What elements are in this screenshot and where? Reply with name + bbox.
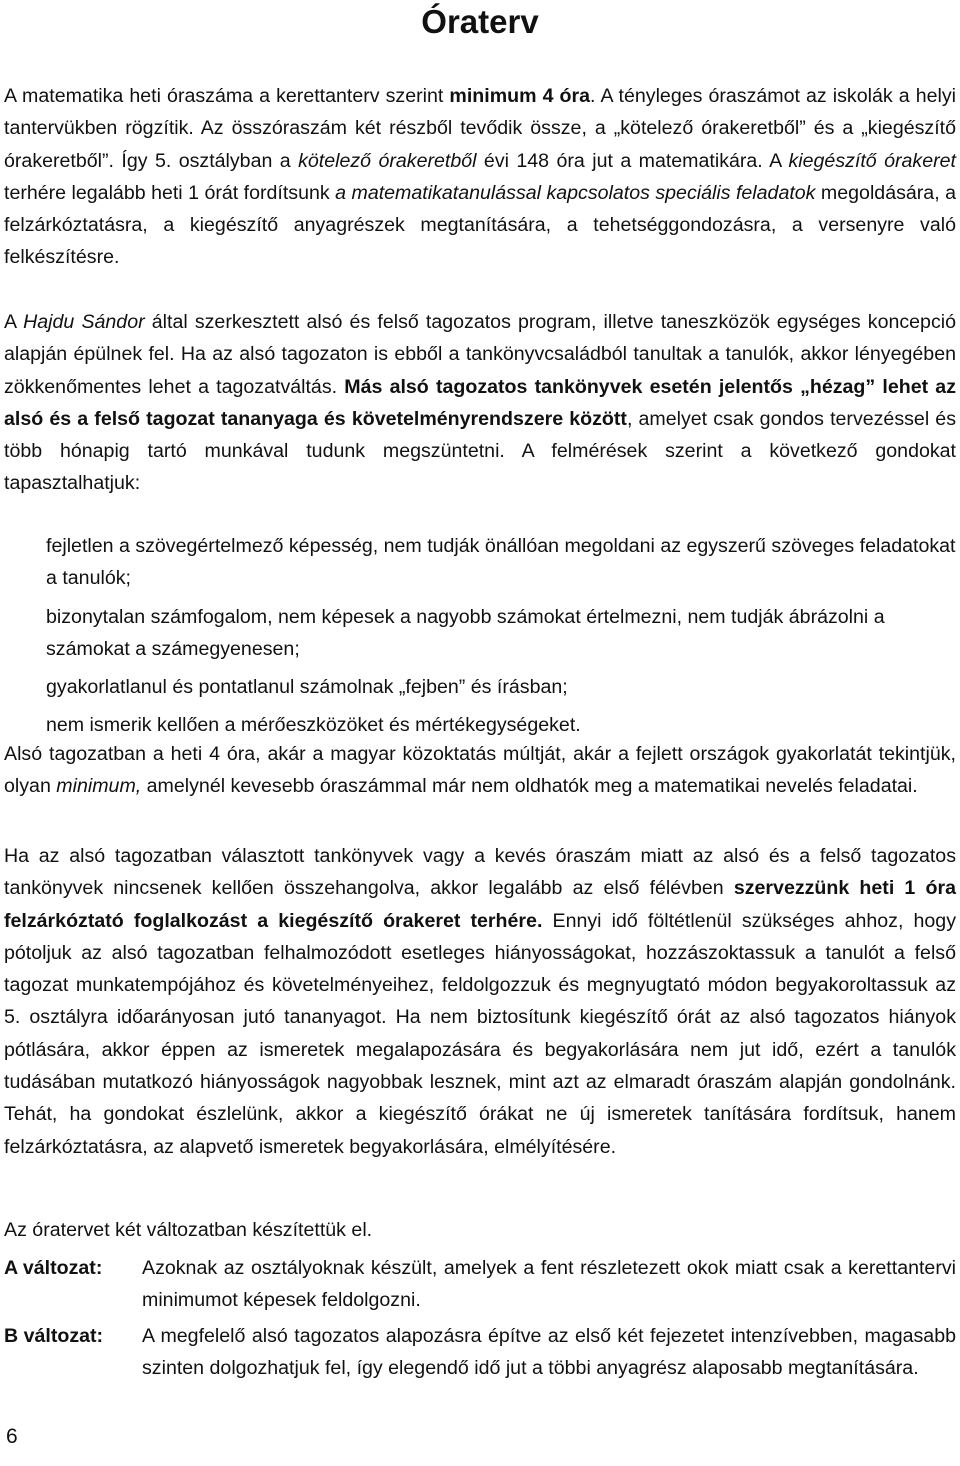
page-number: 6 bbox=[6, 1425, 18, 1448]
problem-list bbox=[46, 530, 956, 748]
page-title: Óraterv bbox=[421, 3, 539, 40]
variant-a-text: Azoknak az osztályoknak készült, amelyek a fent részletezett okok miatt csak a kerettantervi minimumot képesek feldolgozni. bbox=[142, 1257, 956, 1312]
list-item: fejletlen a szövegértelmező képesség, nem tudják önállóan megoldani az egyszerű szöveges feladatokat a tanulók; bbox=[46, 535, 956, 590]
variant-b-text: A megfelelő alsó tagozatos alapozásra építve az első két fejezetet intenzívebben, magasabb szinten dolgozhatjuk fel, így elegendő idő jut a többi anyagrész alaposabb megtanítására. bbox=[142, 1325, 956, 1380]
program-paragraph: A Hajdu Sándor által szerkesztett alsó és felső tagozatos program, illetve taneszközök egységes koncepció alapján épülnek fel. Ha az alsó tagozaton is ebből a tankönyvcsaládból tanultak a tanulók, akkor lényegében zökkenőmentes lehet a tagozatváltás. Más alsó tagozatos tankönyvek esetén jelentős „hézag” lehet az alsó és a felső tagozat tananyaga és követelményrendszere között, amelyet csak gondos tervezéssel és több hónapig tartó munkával tudunk megszüntetni. A felmérések szerint a következő gondokat tapasztalhatjuk: bbox=[4, 311, 957, 495]
catch-up-paragraph: Ha az alsó tagozatban választott tankönyvek vagy a kevés óraszám miatt az alsó és a felső tagozatos tankönyvek nincsenek kellően összehangolva, akkor legalább az első félévben szervezzünk heti 1 óra felzárkóztató foglalkozást a kiegészítő órakeret terhére. Ennyi idő föltétlenül szükséges ahhoz, hogy pótoljuk az alsó tagozatban felhalmozódott esetleges hiányosságokat, hozzászoktassuk a tanulót a felső tagozat munkatempójához és követelményeihez, feldolgozzuk és megnyugtató módon begyakoroltassuk az 5. osztályra időarányosan jutó tananyagot. Ha nem biztosítunk kiegészítő órát az alsó tagozatos hiányok pótlására, akkor éppen az ismeretek megalapozására és begyakorlására nem jut idő, ezért a tanulók tudásában mutatkozó hiányosságok nagyobbak lesznek, mint azt az elmaradt óraszám alapján gondolnánk. Tehát, ha gondokat észlelünk, akkor a kiegészítő órákat ne új ismeretek tanítására fordítsuk, hanem felzárkóztatásra, az alapvető ismeretek begyakorlására, elmélyítésére. bbox=[4, 845, 957, 1158]
versions-intro: Az óratervet két változatban készítettük el. bbox=[4, 1219, 373, 1241]
intro-paragraph: A matematika heti óraszáma a kerettanterv szerint minimum 4 óra. A tényleges óraszámot az iskolák a helyi tantervükben rögzítik. Az összóraszám két részből tevődik össze, a „kötelező órakeretből” és a „kiegészítő órakeretből”. Így 5. osztályban a kötelező órakeretből évi 148 óra jut a matematikára. A kiegészítő órakeret terhére legalább heti 1 órát fordítsunk a matematikatanulással kapcsolatos speciális feladatok megoldására, a felzárkóztatásra, a kiegészítő anyagrészek megtanítására, a tehetséggondozásra, a versenyre való felkészítésre. bbox=[4, 85, 956, 269]
lower-grade-paragraph: Alsó tagozatban a heti 4 óra, akár a magyar közoktatás múltját, akár a fejlett országok gyakorlatát tekintjük, olyan minimum, amelynél kevesebb óraszámmal már nem oldhatók meg a matematikai nevelés feladatai. bbox=[4, 743, 956, 798]
variant-a-label: A változat: bbox=[4, 1257, 103, 1279]
variant-b-label: B változat: bbox=[4, 1325, 104, 1347]
list-item: nem ismerik kellően a mérőeszközöket és mértékegységeket. bbox=[46, 714, 581, 737]
variant-b bbox=[4, 1320, 956, 1385]
list-item: bizonytalan számfogalom, nem képesek a nagyobb számokat értelmezni, nem tudják ábrázolni a számokat a számegyenesen; bbox=[46, 605, 885, 660]
list-item: gyakorlatlanul és pontatlanul számolnak „fejben” és írásban; bbox=[46, 676, 568, 699]
variant-a bbox=[4, 1252, 956, 1317]
